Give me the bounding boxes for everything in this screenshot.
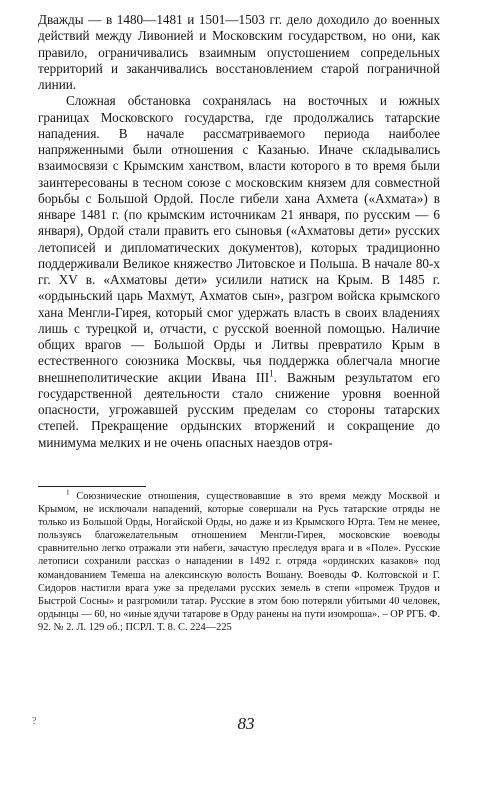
paragraph-2-text: Сложная обстановка сохранялась на восточных и южных границах Московского государства, где продолжались татарские нападения. В начале рассматриваемого периода наиболее напряженными были отношения с Казанью. Иначе складывались взаимосвязи с Крымским ханством, власти которого в то время были заинтересованы в тесном союзе с московским князем для совместной борьбы с Большой Ордой. После гибели хана Ахмета («Ахмата») в январе 1481 г. (по крымским источникам 21 января, по русским — 6 января), Ордой стали править его сыновья («Ахматовы дети» русских летописей и дипломатических документов), которых традиционно поддерживали Великое княжество Литовское и Польша. В начале 80-х гг. XV в. «Ахматовы дети» усилили натиск на Крым. В 1485 г. «ордыньский царь Махмут, Ахматов сын», разгром войска крымского хана Менгли-Гирея, который смог удержать власть в своих владениях лишь с турецкой и, отчасти, с русской военной помощью. Наличие общих врагов — Большой Орды и Литвы превратило Крым в естественного союзника Москвы, чья поддержка облегчала многие внешнеполитические акции Ивана III (38, 93, 440, 385)
main-text (38, 12, 440, 451)
footnote-text: Союзнические отношения, существовавшие в это время между Москвой и Крымом, не исключали нападений, которые совершали на Русь татарские отряды не только из Большой Орды, Ногайской Орды, но даже и из Крымского Юрта. Тем не менее, пользуясь благожелательным отношением Менгли-Гирея, московские воеводы сравнительно легко отражали эти набеги, зачастую преследуя врага и в «Поле». Русские летописи сохранили рассказ о нападении в 1492 г. отряда «ординских казаков» под командованием Темеша на алексинскую волость Вошану. Воеводы Ф. Колтовской и Г. Сидоров настигли врага уже за пределами русских земель в степи «промеж Трудов и Быстрой Сосны» и разгромили татар. Русские в этом бою потеряли убитыми 40 человек, ордынцы — 60, но «иные ядучи татарове в Орду ранены на пути изомроша». – ОР РГБ. Ф. 92. № 2. Л. 129 об.; ПСРЛ. Т. 8. С. 224—225 (38, 491, 440, 633)
paragraph-2-continuation: . Важным результатом его государственной деятельности стало снижение уровня военной опасности, угрожавшей русским пределам со стороны татарских степей. Прекращение ордынских вторжений и сокращение до минимума мелких и не очень опасных наездов отря- (38, 369, 440, 450)
footnote-divider (38, 486, 146, 487)
footnote-marker: 1 (66, 488, 70, 497)
margin-mark: ? (32, 716, 37, 727)
footnote-reference: 1 (269, 368, 274, 379)
paragraph-2 (38, 93, 440, 451)
paragraph-1: Дважды — в 1480—1481 и 1501—1503 гг. дело доходило до военных действий между Ливонией и Московским государством, но они, как правило, ограничивались взаимным опустошением сопредельных территорий и заканчивались восстановлением старой пограничной линии. (38, 12, 440, 92)
page-number: 83 (237, 714, 255, 733)
footnote (38, 490, 440, 634)
